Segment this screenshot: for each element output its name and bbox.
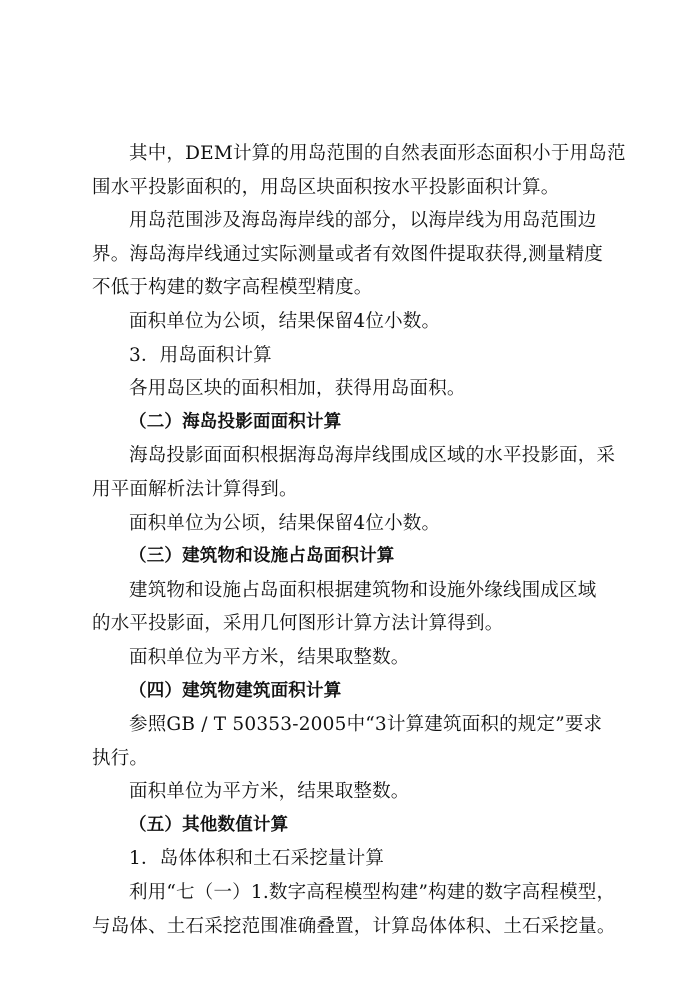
paragraph-line: 海岛投影面面积根据海岛海岸线围成区域的水平投影面，采 — [129, 445, 616, 467]
paragraph-line: 用平面解析法计算得到。 — [92, 478, 298, 500]
section-heading: （五）其他数值计算 — [129, 814, 289, 835]
section-heading: （四）建筑物建筑面积计算 — [129, 680, 342, 701]
paragraph-line: 围水平投影面积的，用岛区块面积按水平投影面积计算。 — [92, 176, 560, 198]
document-page — [92, 137, 626, 943]
paragraph-line: 面积单位为公顷，结果保留4位小数。 — [129, 512, 441, 534]
paragraph-line: 3．用岛面积计算 — [129, 344, 272, 366]
paragraph-line: 1．岛体体积和土石采挖量计算 — [129, 848, 385, 870]
paragraph-line: 的水平投影面，采用几何图形计算方法计算得到。 — [92, 613, 504, 635]
section-heading: （三）建筑物和设施占岛面积计算 — [129, 546, 395, 567]
paragraph-line: 不低于构建的数字高程模型精度。 — [92, 277, 373, 299]
paragraph-line: 参照GB / T 50353-2005中“3计算建筑面积的规定”要求 — [129, 714, 603, 736]
paragraph-line: 各用岛区块的面积相加，获得用岛面积。 — [129, 378, 466, 400]
paragraph-line: 面积单位为公顷，结果保留4位小数。 — [129, 310, 441, 332]
section-heading: （二）海岛投影面面积计算 — [129, 411, 342, 432]
paragraph-line: 界。海岛海岸线通过实际测量或者有效图件提取获得,测量精度 — [92, 243, 603, 265]
paragraph-line: 利用“七（一）1.数字高程模型构建”构建的数字高程模型， — [129, 882, 616, 904]
paragraph-line: 与岛体、土石采挖范围准确叠置，计算岛体体积、土石采挖量。 — [92, 915, 616, 937]
paragraph-line: 面积单位为平方米，结果取整数。 — [129, 646, 410, 668]
paragraph-line: 面积单位为平方米，结果取整数。 — [129, 781, 410, 803]
paragraph-line: 建筑物和设施占岛面积根据建筑物和设施外缘线围成区域 — [129, 579, 597, 601]
paragraph-line: 用岛范围涉及海岛海岸线的部分，以海岸线为用岛范围边 — [129, 210, 597, 232]
paragraph-line: 执行。 — [92, 747, 149, 769]
paragraph-line: 其中，DEM计算的用岛范围的自然表面形态面积小于用岛范 — [129, 143, 626, 164]
